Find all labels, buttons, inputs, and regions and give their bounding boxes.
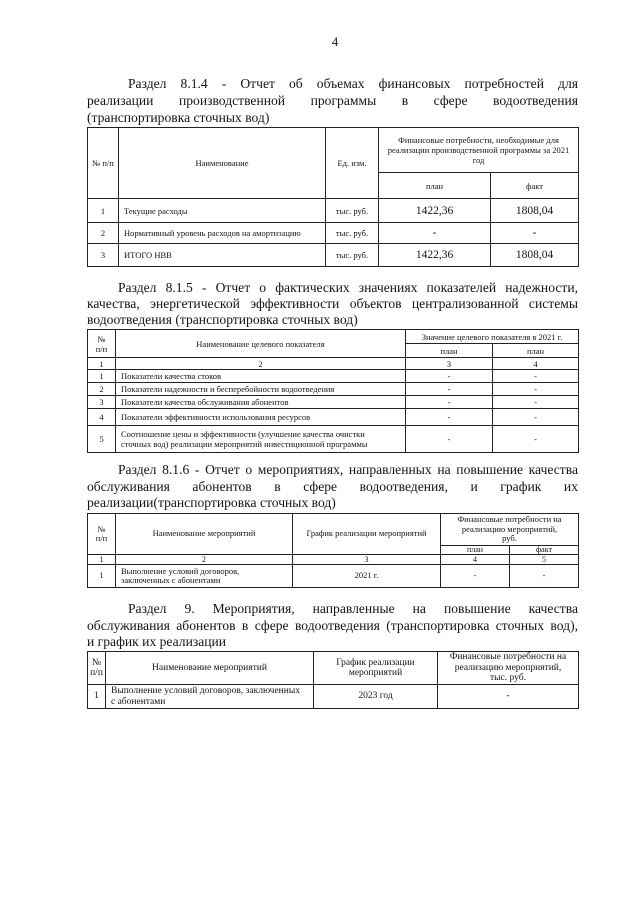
- plan-value-cell: -: [493, 383, 579, 396]
- header-cell-fact: факт: [491, 173, 579, 199]
- header-cell-indicator-name: Наименование целевого показателя: [116, 330, 406, 358]
- table-target-indicators: [87, 329, 579, 453]
- schedule-cell: 2021 г.: [293, 565, 441, 588]
- plan-value-cell: -: [441, 565, 510, 588]
- financial-value-cell: -: [438, 685, 579, 709]
- section-8-1-4-heading: [87, 75, 578, 126]
- row-number-cell: 3: [88, 244, 119, 267]
- table-row: [88, 383, 579, 396]
- column-number-cell: 1: [88, 555, 116, 565]
- header-cell-target-value: Значение целевого показателя в 2021 г.: [406, 330, 579, 344]
- row-number-cell: 2: [88, 223, 119, 244]
- table-row: [88, 685, 579, 709]
- header-cell-plan: план: [379, 173, 491, 199]
- row-number-cell: 1: [88, 370, 116, 383]
- header-cell-schedule: График реализации мероприятий: [314, 652, 438, 685]
- table-row: [88, 199, 579, 223]
- heading-line: обслуживания абонентов в сфере водоотведения (транспортировка сточных вод),: [87, 617, 578, 633]
- header-cell-name: Наименование: [119, 128, 326, 199]
- heading-line: обслуживания абонентов в сфере водоотведения, и график их: [87, 478, 578, 494]
- column-number-cell: 4: [493, 358, 579, 370]
- table-row: [88, 396, 579, 409]
- page-number: 4: [331, 34, 339, 49]
- section-8-1-6-heading: [87, 462, 578, 512]
- header-cell-number: № п/п: [88, 330, 116, 358]
- plan-value-cell: -: [406, 370, 493, 383]
- row-number-cell: 5: [88, 426, 116, 453]
- plan-value-cell: -: [493, 370, 579, 383]
- unit-cell: тыс. руб.: [326, 223, 379, 244]
- header-cell-number: № п/п: [88, 514, 116, 555]
- name-cell: ИТОГО НВВ: [119, 244, 326, 267]
- schedule-cell: 2023 год: [314, 685, 438, 709]
- row-number-cell: 1: [88, 199, 119, 223]
- plan-value-cell: -: [379, 223, 491, 244]
- table-row: [88, 244, 579, 267]
- name-cell: Показатели надежности и бесперебойности водоотведения: [116, 383, 406, 396]
- heading-line: Раздел 9. Мероприятия, направленные на повышение качества: [128, 601, 578, 616]
- table-row: [88, 409, 579, 426]
- column-number-cell: 3: [406, 358, 493, 370]
- table-header-row: [88, 652, 579, 685]
- name-cell: Выполнение условий договоров, заключенных с абонентами: [106, 685, 314, 709]
- table-row: [88, 223, 579, 244]
- unit-cell: тыс. руб.: [326, 199, 379, 223]
- plan-value-cell: -: [406, 409, 493, 426]
- row-number-cell: 1: [88, 685, 106, 709]
- fact-value-cell: -: [510, 565, 579, 588]
- table-row: [88, 370, 579, 383]
- row-number-cell: 4: [88, 409, 116, 426]
- name-cell: Нормативный уровень расходов на амортизацию: [119, 223, 326, 244]
- heading-line: водоотведения (транспортировка сточных вод): [87, 312, 358, 327]
- row-number-cell: 2: [88, 383, 116, 396]
- fact-value-cell: 1808,04: [491, 244, 579, 267]
- fact-value-cell: -: [491, 223, 579, 244]
- table-header-row: [88, 514, 579, 546]
- heading-line: (транспортировка сточных вод): [87, 110, 270, 125]
- heading-line: Раздел 8.1.5 - Отчет о фактических значениях показателей надежности,: [118, 280, 578, 295]
- plan-value-cell: 1422,36: [379, 199, 491, 223]
- header-cell-measure-name: Наименование мероприятий: [116, 514, 293, 555]
- table-row: [88, 426, 579, 453]
- unit-cell: тыс. руб.: [326, 244, 379, 267]
- name-cell: Показатели качества обслуживания абонентов: [116, 396, 406, 409]
- plan-value-cell: 1422,36: [379, 244, 491, 267]
- header-cell-plan: план: [406, 344, 493, 358]
- header-cell-measure-name: Наименование мероприятий: [106, 652, 314, 685]
- header-cell-financial-needs: Финансовые потребности, необходимые для реализации производственной программы за 2021 год: [379, 128, 579, 173]
- column-number-cell: 1: [88, 358, 116, 370]
- table-header-row: [88, 128, 579, 173]
- header-cell-fact: факт: [510, 546, 579, 555]
- header-cell-financial-needs: Финансовые потребности на реализацию мероприятий, тыс. руб.: [438, 652, 579, 685]
- header-cell-plan: план: [493, 344, 579, 358]
- heading-line: Раздел 8.1.4 - Отчет об объемах финансовых потребностей для: [128, 76, 578, 91]
- column-number-cell: 4: [441, 555, 510, 565]
- column-number-row: [88, 555, 579, 565]
- header-cell-financial-needs: Финансовые потребности на реализацию мероприятий, руб.: [441, 514, 579, 546]
- table-measures-report: [87, 513, 579, 588]
- heading-line: реализации(транспортировка сточных вод): [87, 495, 336, 510]
- row-number-cell: 3: [88, 396, 116, 409]
- header-cell-number: № п/п: [88, 652, 106, 685]
- table-measures-plan: [87, 651, 579, 709]
- fact-value-cell: 1808,04: [491, 199, 579, 223]
- section-8-1-5-heading: [87, 280, 578, 328]
- table-row: [88, 565, 579, 588]
- column-number-cell: 2: [116, 555, 293, 565]
- plan-value-cell: -: [406, 383, 493, 396]
- plan-value-cell: -: [493, 426, 579, 453]
- column-number-cell: 3: [293, 555, 441, 565]
- row-number-cell: 1: [88, 565, 116, 588]
- section-9-heading: [87, 601, 578, 651]
- column-number-row: [88, 358, 579, 370]
- header-cell-plan: план: [441, 546, 510, 555]
- table-header-row: [88, 330, 579, 344]
- name-cell: Соотношение цены и эффективности (улучшение качества очистки сточных вод) реализации мероприятий инвестиционной программы: [116, 426, 406, 453]
- header-cell-schedule: График реализации мероприятий: [293, 514, 441, 555]
- header-cell-unit: Ед. изм.: [326, 128, 379, 199]
- heading-line: качества, энергетической эффективности объектов централизованной системы: [87, 296, 578, 311]
- plan-value-cell: -: [406, 426, 493, 453]
- heading-line: Раздел 8.1.6 - Отчет о мероприятиях, направленных на повышение качества: [118, 462, 578, 477]
- heading-line: и график их реализации: [87, 634, 227, 649]
- heading-line: реализации производственной программы в сфере водоотведения: [87, 93, 578, 108]
- column-number-cell: 5: [510, 555, 579, 565]
- plan-value-cell: -: [493, 396, 579, 409]
- table-financial-needs: [87, 127, 579, 267]
- name-cell: Выполнение условий договоров, заключенных с абонентами: [116, 565, 293, 588]
- plan-value-cell: -: [406, 396, 493, 409]
- name-cell: Текущие расходы: [119, 199, 326, 223]
- name-cell: Показатели эффективности использования ресурсов: [116, 409, 406, 426]
- name-cell: Показатели качества стоков: [116, 370, 406, 383]
- column-number-cell: 2: [116, 358, 406, 370]
- plan-value-cell: -: [493, 409, 579, 426]
- header-cell-number: № п/п: [88, 128, 119, 199]
